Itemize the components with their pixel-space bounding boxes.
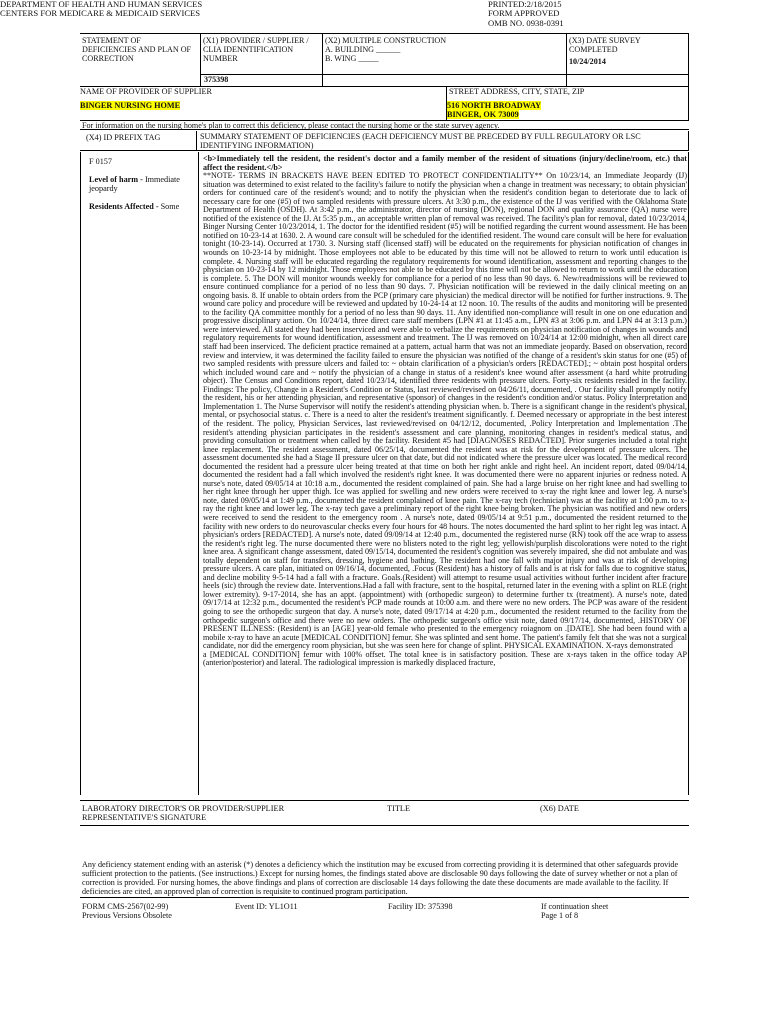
column-divider <box>198 152 199 795</box>
x1-value: 375398 <box>204 75 229 84</box>
statement-cell <box>80 34 198 87</box>
harm-label: Level of harm - <box>89 175 145 185</box>
department-name: DEPARTMENT OF HEALTH AND HUMAN SERVICES <box>0 0 203 9</box>
residents-affected <box>89 202 197 211</box>
building-field: A. BUILDING ______ <box>325 45 401 55</box>
statement-label: STATEMENT OF DEFICIENCIES AND PLAN OF CORRECTION <box>82 36 192 64</box>
title-label: TITLE <box>387 804 411 813</box>
deficiency-narrative: **NOTE- TERMS IN BRACKETS HAVE BEEN EDITED TO PROTECT CONFIDENTIALITY** On 10/23/14, an Immediate Jeopardy (IJ) situation was determined to exist related to the facility's failure to notify the physician when a change in treatment was necessary; to obtain physician' orders for continued care of the resident's wound; and to notify the physician when the resident's condition began to deteriorate due to lack of necessary care for one (#5) of two sampled residents with pressure ulcers. At 3:30 p.m., the existence of the IJ was verified with the Oklahoma State Department of Health (OSDH). At 3:42 p.m., the administrator, director of nursing (DON), regional DON and quality assurance (QA) nurse were notified of the existence of the IJ. At 5:35 p.m., an acceptable written plan of removal was received. The facility's plan for removal, dated 10/23/2014, Binger Nursing Center 10/23/2014, 1. The doctor for the identified resident (#5) will be notified regarding the current wound assessment. He has been notified on 10-23-14 at 1630. 2. A wound care consult will be scheduled for the identified resident. The wound care consult will be here for evaluation tonight (10-23-14). Occurred at 1730. 3. Nursing staff (licensed staff) will be educated on the requirements for physician notification of changes in wounds on 10-23-14 by midnight. Those employees not able to be educated by this time will not be allowed to return to work until education is complete. 4. Nursing staff will be educated regarding the regulatory requirements for wound identification, assessment and reporting changes to the physician on 10-23-14 by 12 midnight. Those employees not able to be educated by this time will not be allowed to return to work until the education is complete. 5. The DON will monitor wounds weekly for compliance for a period of no less than 90 days. 6. New/readmissions will be reviewed to ensure continued compliance for a period of no less than 90 days. 7. Physician notification will be reviewed in the daily clinical meeting on an ongoing basis. 8. If unable to obtain orders from the PCP (primary care physician) the medical director will be notified for further instructions. 9. The wound care policy and procedure will be reviewed and updated by 10-24-14 at 12 noon. 10. The results of the audits and monitoring will be presented to the facility QA committee monthly for a period of no less than 90 days. 11. Any identified non-compliance will result in one on one education and progressive disciplinary action. On 10/24/14, three direct care staff members (LPN #1 at 11:45 a.m., LPN #3 at 3:06 p.m. and LPN #4 at 3:13 p.m.) were interviewed. All stated they had been inserviced and were able to verbalize the requirements on physician notification of changes in wounds and regulatory requirements for wound identification, assessment and treatment. The IJ was removed on 10/24/14 at 12:00 midnight, when all direct care staff had been inserviced. The deficient practice remained at a pattern, actual harm that was not an immediate jeopardy. Based on observation, record review and interview, it was determined the facility failed to ensure the physician was notified of the change of a resident's skin status for one (#5) of two sampled residents with pressure ulcers and failed to: ~ obtain clarification of a physician's orders [REDACTED].; ~ obtain post hospital orders which included wound care and ~ notify the physician of a change in status of a resident's knee wound after assessment (a hard white protruding object). The Census and Conditions report, dated 10/23/14, identified three residents with pressure ulcers. Forty-six residents resided in the facility. Findings: The policy, Change in a Resident's Condition or Status, last reviewed/revised on 04/26/11, documented, . Our facility shall promptly notify the resident, his or her attending physician, and representative (sponsor) of changes in the resident's condition and/or status. Policy Interpretation and Implementation 1. The Nurse Supervisor will notify the resident's attending physician when. b. There is a significant change in the resident's physical, mental, or psychosocial status. c. There is a need to alter the resident's treatment significantly. f. Deemed necessary or appropriate in the best interest of the resident. The policy, Physician Services, last reviewed/revised on 04/12/12, documented, .Policy Interpretation and Implementation .The resident's attending physician participates in the resident's assessment and care planning, monitoring changes in resident's medical status, and providing consultation or treatment when called by the facility. Resident #5 had [DIAGNOSES REDACTED]. Prior surgeries included a total right knee replacement. The resident assessment, dated 06/25/14, documented the resident was at risk for the development of pressure ulcers. The assessment documented she had a Stage II pressure ulcer on that date, but did not indicated where the pressure ulcer was located. The medical record documented the resident had a pressure ulcer being treated at that time on both her right ankle and right heel. An incident report, dated 09/04/14, documented the resident had a fall which involved the resident's right knee. It was documented there were no apparent injuries or redness noted. A nurse's note, dated 09/05/14 at 10:18 a.m., documented the resident complained of pain. She had a large bruise on her right knee and had swelling to her right knee through her upper thigh. Ice was applied for swelling and new orders were received to x-ray the right knee and lower leg. A nurse's note, dated 09/05/14 at 1:49 p.m., documented the resident complained of knee pain. The x-ray tech (technician) was at the facility at 1:00 p.m. to x-ray the right knee and lower leg. The x-ray tech gave a preliminary report of the right knee being broken. The physician was notified and new orders were received to send the resident to the emergency room . A nurse's note, dated 09/05/14 at 9:51 p.m., documented the resident returned to the facility with new orders to do neurovascular checks every four hours for 48 hours. The notes documented the hard splint to her right leg was intact. A physician's orders [REDACTED]. A nurse's note, dated 09/09/14 at 12:40 p.m., documented the registered nurse (RN) took off the ace wrap to assess the resident's right leg. The nurse documented there were no blisters noted to the right leg; yellowish/purplish discolorations were noted to the right knee area. A significant change assessment, dated 09/15/14, documented the resident's cognition was severely impaired, she did not ambulate and was totally dependent on staff for transfers, dressing, hygiene and bathing. The resident had one fall with major injury and was at risk of developing pressure ulcers. A care plan, initiated on 09/16/14, documented, .Focus (Resident) has a history of falls and is at risk for falls due to cognitive status, and decline mobility 9-5-14 had a fall with a fracture. Goals.(Resident) will attempt to resume usual activities without further incident after fracture heels (sic) through the review date. Interventions.Had a fall with fracture, sent to the hospital, returned later in the evening with a splint on RLE (right lower extremity). 9-17-2014, she has an appt. (appointment) with (orthopedic surgeon) to determine further tx (treatment). A nurse's note, dated 09/17/14 at 12:32 p.m., documented the resident's PCP made rounds at 10:00 a.m. and there were no new orders. The PCP was aware of the resident going to see the orthopedic surgeon that day. A nurse's note, dated 09/17/14 at 4:20 p.m., documented the resident returned to the facility from the orthopedic surgeon's office and there were no new orders. The orthopedic surgeon's office visit note, dated 09/17/14, documented, .HISTORY OF PRESENT ILLNESS: (Resident) is an [AGE] year-old female who presented to the emergency roiagnom on .[DATE]. She had been found with a mobile x-ray to have an acute [MEDICAL CONDITION] femur. She was splinted and sent home. The patient's family felt that she was not a surgical candidate, nor did the emergency room physician, but she was seen here for change of splint. PHYSICAL EXAMINATION. X-rays demonstrated <box>203 171 687 651</box>
approval-block <box>488 0 618 28</box>
zip-code: 73009 <box>498 110 519 120</box>
printed-date: PRINTED:2/18/2015 <box>488 0 562 9</box>
form-identification-table <box>80 33 689 86</box>
omb-number: OMB NO. 0938-0391 <box>488 17 564 28</box>
provider-name-cell <box>80 87 446 120</box>
event-id: Event ID: YL1O11 <box>235 902 298 911</box>
footnote: Any deficiency statement ending with an asterisk (*) denotes a deficiency which the institution may be excused from correcting providing it is determined that other safeguards provide sufficient protection to the patients. (See instructions.) Except for nursing homes, the findings stated above are disclosable 90 days following the date of survey whether or not a plan of correction is provided. For nursing homes, the above findings and plans of correction are disclosable 14 days following the date these documents are made available to the facility. If deficiencies are cited, an approved plan of correction is requisite to continued program participation. <box>80 860 689 898</box>
form-number: FORM CMS-2567(02-99) <box>82 902 169 911</box>
deficiency-title: <b>Immediately tell the resident, the resident's doctor and a family member of the resident of situations (injury/decline/room, etc.) that affect the resident.</b> <box>203 154 687 172</box>
facility-id: Facility ID: 375398 <box>388 902 453 911</box>
x3-value: 10/24/2014 <box>569 57 606 67</box>
divider <box>201 74 689 75</box>
city-state: BINGER, OK <box>447 110 497 120</box>
affected-label: Residents Affected - <box>89 202 161 212</box>
provider-address-cell <box>446 87 689 120</box>
signature-row <box>80 800 689 826</box>
continuation-note: If continuation sheet <box>541 902 609 911</box>
x3-label: (X3) DATE SURVEY COMPLETED <box>569 36 641 55</box>
page-number: Page 1 of 8 <box>541 911 579 921</box>
tag-column-header: (X4) ID PREFIX TAG <box>80 131 197 151</box>
affected-value: Some <box>160 202 180 212</box>
contact-info-line: For information on the nursing home's plan to correct this deficiency, please contact the nursing home or the state survey agency. <box>80 120 689 130</box>
harm-value: Immediate jeopardy <box>89 175 180 194</box>
director-signature-label: LABORATORY DIRECTOR'S OR PROVIDER/SUPPLIER REPRESENTATIVE'S SIGNATURE <box>82 804 285 823</box>
agency-block <box>0 0 202 19</box>
deficiency-body <box>80 152 689 795</box>
provider-id-cell <box>200 34 322 87</box>
x2-label: (X2) MULTIPLE CONSTRUCTION <box>325 36 447 45</box>
form-id-block <box>82 902 172 920</box>
form-approved: FORM APPROVED <box>488 8 560 19</box>
address-label: STREET ADDRESS, CITY, STATE, ZIP <box>449 87 585 96</box>
column-headers <box>80 131 689 151</box>
tag-id: F 0157 <box>89 157 112 166</box>
provider-name: BINGER NURSING HOME <box>80 101 181 111</box>
harm-level <box>89 175 197 193</box>
centers-name: CENTERS FOR MEDICARE & MEDICAID SERVICES <box>0 8 201 19</box>
tag-column <box>89 155 197 220</box>
wing-field: B. WING _____ <box>325 54 379 64</box>
provider-name-label: NAME OF PROVIDER OF SUPPLIER <box>80 87 212 96</box>
page-block <box>541 902 608 920</box>
x1-label: (X1) PROVIDER / SUPPLIER / CLIA IDENNTIFICATION NUMBER <box>203 36 309 64</box>
obsolete-note: Previous Versions Obsolete <box>82 911 172 921</box>
summary-column-header: SUMMARY STATEMENT OF DEFICIENCIES (EACH DEFICIENCY MUST BE PRECEDED BY FULL REGULATORY OR LSC IDENTIFYING INFORMATION) <box>197 131 689 151</box>
provider-row <box>80 86 689 119</box>
street-address: 516 NORTH BROADWAY <box>447 101 542 111</box>
date-label: (X6) DATE <box>540 804 579 813</box>
deficiency-narrative-continued: a [MEDICAL CONDITION] femur with 100% offset. The total knee is in satisfactory position. These are x-rays taken in the office today AP (anterior/posterior) and lateral. The radiological impression is markedly displaced fracture, <box>203 649 687 668</box>
survey-date-cell <box>566 34 689 87</box>
deficiency-text <box>203 155 687 668</box>
construction-cell <box>322 34 566 87</box>
